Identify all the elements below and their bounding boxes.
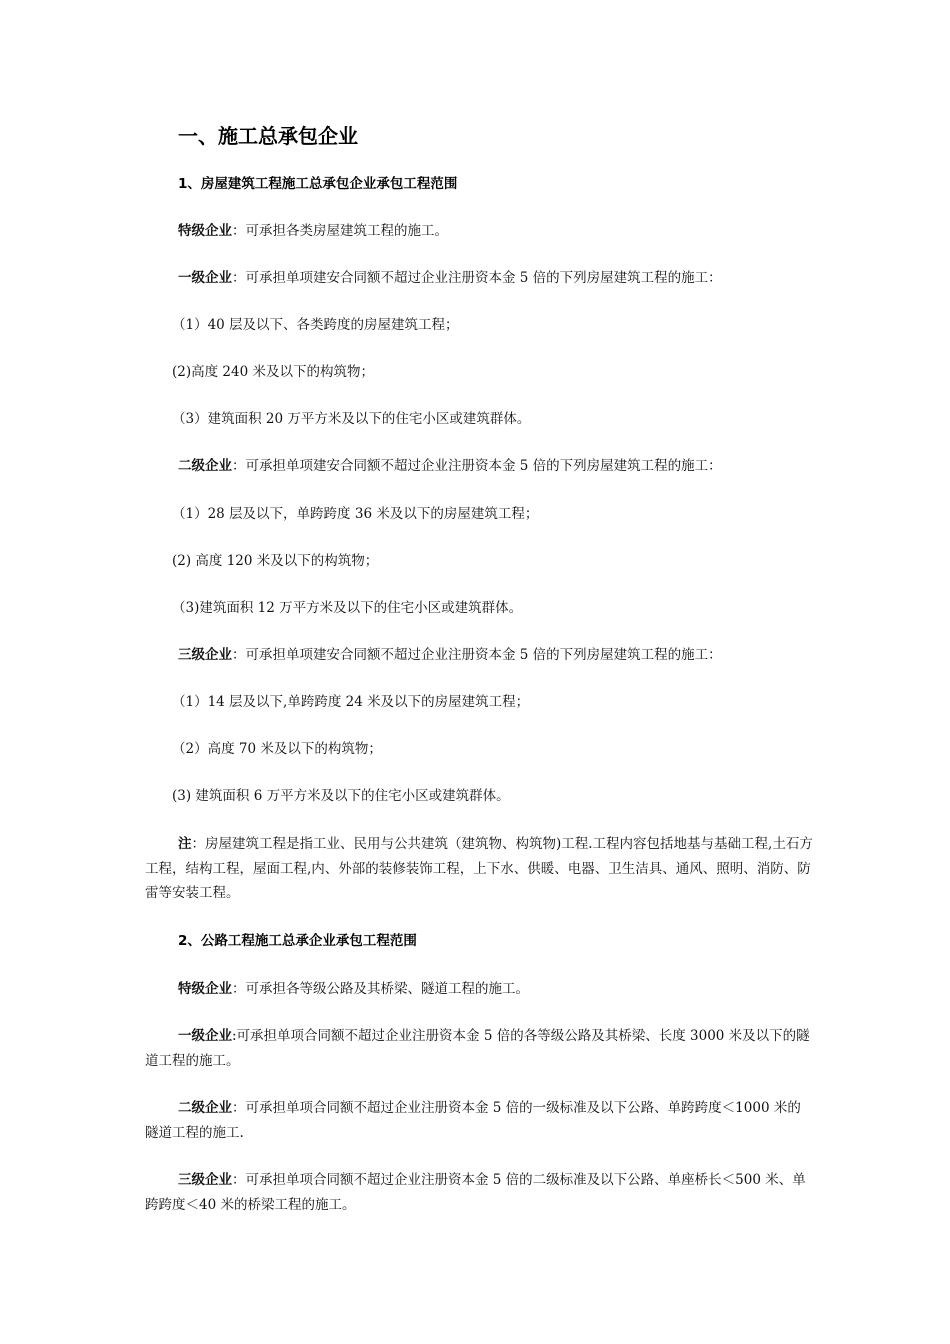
grade-paragraph: [145, 1024, 813, 1073]
grade-paragraph: [178, 979, 529, 999]
grade-text: ：可承担各等级公路及其桥梁、隧道工程的施工。: [232, 981, 529, 997]
grade-text: ：可承担各类房屋建筑工程的施工。: [232, 223, 448, 239]
grade-paragraph: [145, 1168, 813, 1217]
grade-paragraph: [178, 456, 722, 476]
list-item: (3) 建筑面积 6 万平方米及以下的住宅小区或建筑群体。: [172, 788, 510, 804]
grade-text: ：可承担单项建安合同额不超过企业注册资本金 5 倍的下列房屋建筑工程的施工：: [232, 647, 722, 663]
list-item: (2)高度 240 米及以下的构筑物；: [172, 364, 374, 380]
list-item: （1）40 层及以下、各类跨度的房屋建筑工程；: [172, 317, 459, 333]
grade-label: 二级企业: [178, 1100, 232, 1116]
grade-paragraph: [145, 1096, 813, 1145]
list-item: （3)建筑面积 12 万平方米及以下的住宅小区或建筑群体。: [172, 600, 523, 616]
grade-label: 特级企业: [178, 223, 232, 239]
list-item: （2）高度 70 米及以下的构筑物；: [172, 741, 382, 757]
note-paragraph: [145, 832, 813, 906]
grade-text: ：可承担单项合同额不超过企业注册资本金 5 倍的一级标准及以下公路、单跨跨度＜1000 米的隧道工程的施工.: [145, 1100, 801, 1141]
section-title: 一、施工总承包企业: [178, 124, 358, 148]
grade-text: ：可承担单项建安合同额不超过企业注册资本金 5 倍的下列房屋建筑工程的施工：: [232, 270, 722, 286]
grade-label: 一级企业: [178, 270, 232, 286]
grade-text: :可承担单项合同额不超过企业注册资本金 5 倍的各等级公路及其桥梁、长度 3000 米及以下的隧道工程的施工。: [145, 1028, 810, 1069]
subsection-heading: 1、房屋建筑工程施工总承包企业承包工程范围: [178, 176, 458, 192]
grade-label: 三级企业: [178, 1172, 232, 1188]
grade-label: 特级企业: [178, 981, 232, 997]
grade-label: 一级企业: [178, 1028, 232, 1044]
grade-paragraph: [178, 645, 722, 665]
list-item: (2) 高度 120 米及以下的构筑物；: [172, 553, 379, 569]
grade-label: 二级企业: [178, 458, 232, 474]
grade-paragraph: [178, 221, 448, 241]
grade-text: ：可承担单项合同额不超过企业注册资本金 5 倍的二级标准及以下公路、单座桥长＜500 米、单跨跨度＜40 米的桥梁工程的施工。: [145, 1172, 806, 1213]
list-item: （1）14 层及以下,单跨跨度 24 米及以下的房屋建筑工程；: [172, 694, 530, 710]
grade-paragraph: [178, 268, 722, 288]
note-text: ：房屋建筑工程是指工业、民用与公共建筑（建筑物、构筑物)工程.工程内容包括地基与基础工程,土石方工程，结构工程，屋面工程,内、外部的装修装饰工程，上下水、供暖、电器、卫生洁具、通风、照明、消防、防雷等安装工程。: [145, 836, 813, 901]
subsection-heading: 2、公路工程施工总承企业承包工程范围: [178, 933, 417, 949]
list-item: （3）建筑面积 20 万平方米及以下的住宅小区或建筑群体。: [172, 411, 531, 427]
grade-label: 三级企业: [178, 647, 232, 663]
note-label: 注: [178, 836, 192, 852]
list-item: （1）28 层及以下，单跨跨度 36 米及以下的房屋建筑工程；: [172, 506, 539, 522]
grade-text: ：可承担单项建安合同额不超过企业注册资本金 5 倍的下列房屋建筑工程的施工：: [232, 458, 722, 474]
